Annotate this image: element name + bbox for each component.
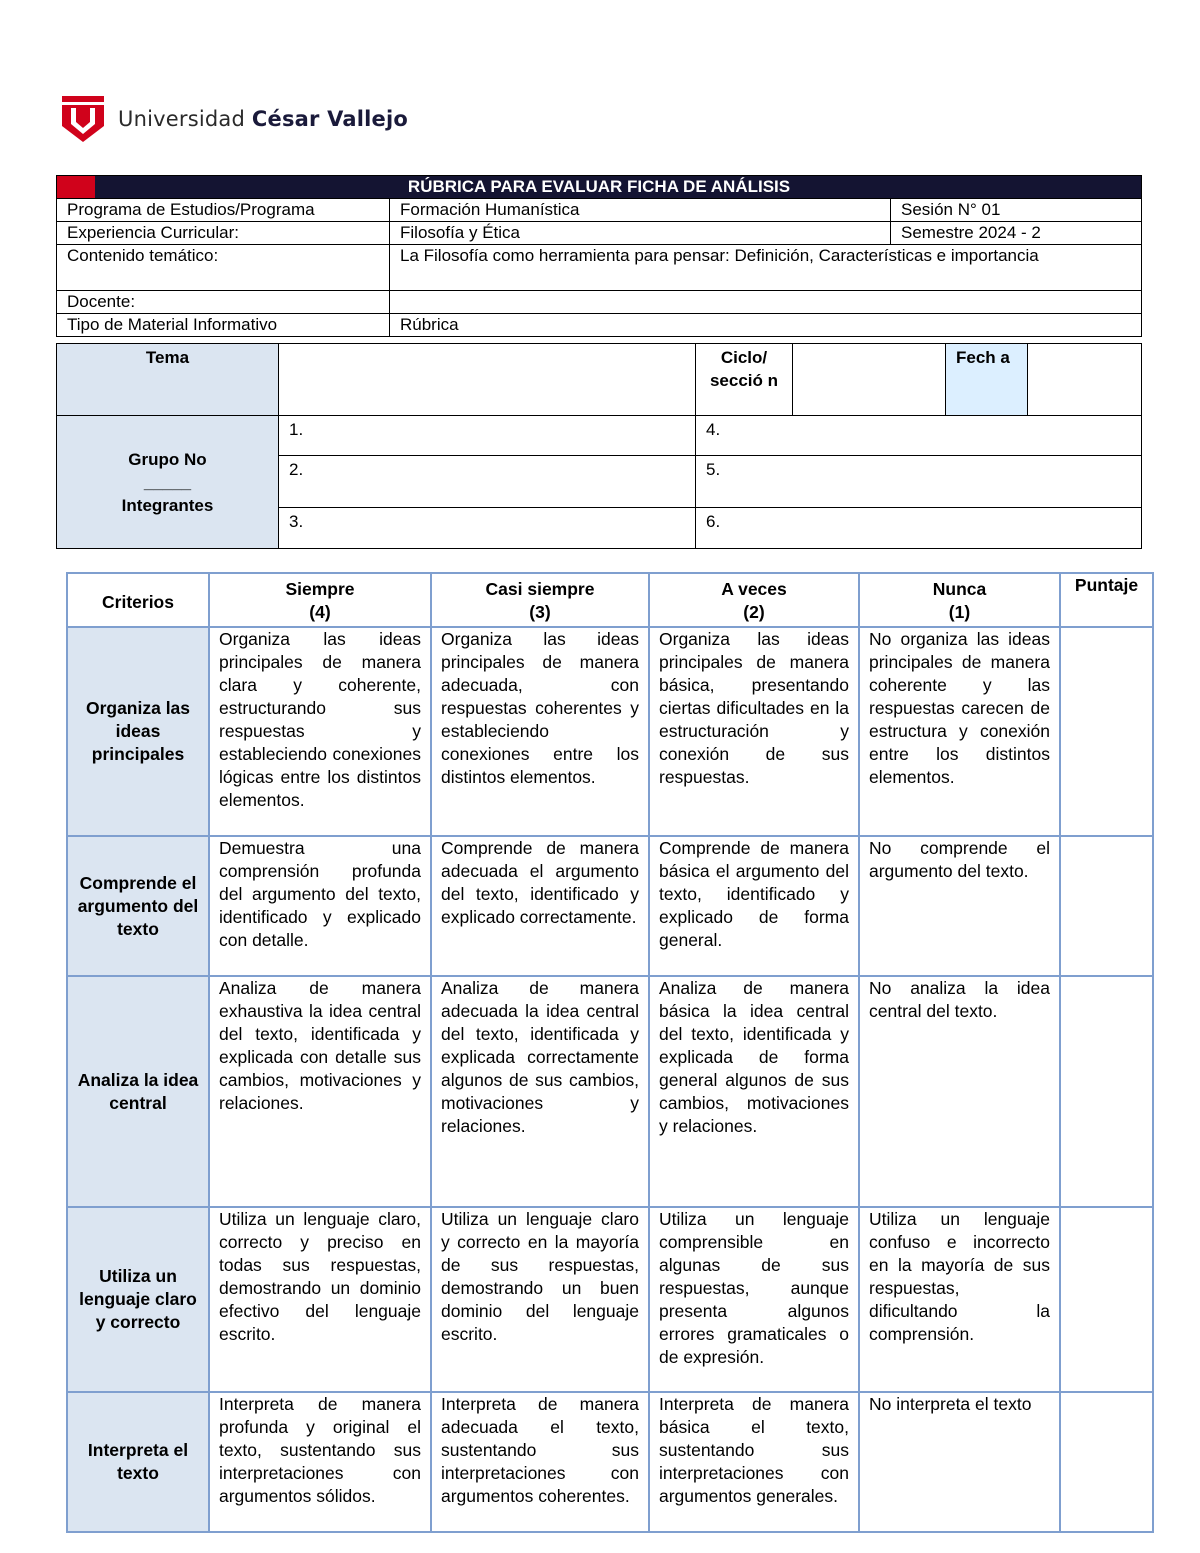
- rubric-row: [67, 1207, 1153, 1392]
- nunca-cell: No interpreta el texto: [859, 1392, 1060, 1532]
- member-1[interactable]: 1.: [279, 416, 696, 456]
- nunca-cell: No comprende el argumento del texto.: [859, 836, 1060, 976]
- contenido-label: Contenido temático:: [57, 245, 390, 291]
- programa-value: Formación Humanística: [390, 199, 891, 222]
- rubric-title: RÚBRICA PARA EVALUAR FICHA DE ANÁLISIS: [407, 177, 791, 196]
- puntaje-cell[interactable]: [1060, 976, 1153, 1207]
- rubric-row: [67, 627, 1153, 836]
- siempre-cell: Interpreta de manera profunda y original el texto, sustentando sus interpretaciones con argumentos sólidos.: [209, 1392, 431, 1532]
- nunca-cell: No organiza las ideas principales de manera coherente y las respuestas carecen de estructura y conexión entre los distintos elementos.: [859, 627, 1060, 836]
- title-red-mark: [57, 176, 95, 198]
- rubric-title-cell: [57, 176, 1142, 199]
- siempre-cell: Analiza de manera exhaustiva la idea central del texto, identificada y explicada con detalle sus cambios, motivaciones y relaciones.: [209, 976, 431, 1207]
- ciclo-label: Ciclo/ secció n: [696, 344, 793, 416]
- ciclo-field[interactable]: [793, 344, 946, 416]
- criterion-cell: Organiza las ideas principales: [67, 627, 209, 836]
- a-veces-cell: Interpreta de manera básica el texto, sustentando sus interpretaciones con argumentos generales.: [649, 1392, 859, 1532]
- puntaje-cell[interactable]: [1060, 627, 1153, 836]
- university-name: Universidad César Vallejo: [118, 107, 409, 131]
- member-3[interactable]: 3.: [279, 508, 696, 549]
- criterion-cell: Interpreta el texto: [67, 1392, 209, 1532]
- grupo-label: Grupo No: [128, 449, 207, 469]
- experiencia-label: Experiencia Curricular:: [57, 222, 390, 245]
- nunca-cell: Utiliza un lenguaje confuso e incorrecto en la mayoría de sus respuestas, dificultando la comprensión.: [859, 1207, 1060, 1392]
- puntaje-cell[interactable]: [1060, 1207, 1153, 1392]
- header-siempre: Siempre (4): [209, 573, 431, 627]
- semestre-value: Semestre 2024 - 2: [891, 222, 1142, 245]
- rubric-row: [67, 836, 1153, 976]
- rubric-row: [67, 1392, 1153, 1532]
- casi-siempre-cell: Analiza de manera adecuada la idea central del texto, identificada y explicada correctamente algunos de sus cambios, motivaciones y relaciones.: [431, 976, 649, 1207]
- integrantes-label: Integrantes: [121, 495, 214, 515]
- member-6[interactable]: 6.: [696, 508, 1142, 549]
- a-veces-cell: Analiza de manera básica la idea central del texto, identificada y explicada de forma general algunos de sus cambios, motivaciones y relaciones.: [649, 976, 859, 1207]
- grupo-integrantes-label: [57, 416, 279, 549]
- a-veces-cell: Utiliza un lenguaje comprensible en algunas de sus respuestas, aunque presenta algunos errores gramaticales o de expresión.: [649, 1207, 859, 1392]
- puntaje-cell[interactable]: [1060, 836, 1153, 976]
- casi-siempre-cell: Comprende de manera adecuada el argumento del texto, identificado y explicado correctamente.: [431, 836, 649, 976]
- nunca-cell: No analiza la idea central del texto.: [859, 976, 1060, 1207]
- rubric-table: [66, 572, 1154, 1533]
- header-nunca: Nunca (1): [859, 573, 1060, 627]
- siempre-cell: Organiza las ideas principales de manera clara y coherente, estructurando sus respuestas y estableciendo conexiones lógicas entre los distintos elementos.: [209, 627, 431, 836]
- grupo-line: _____: [143, 472, 192, 492]
- material-label: Tipo de Material Informativo: [57, 314, 390, 337]
- contenido-value: La Filosofía como herramienta para pensar: Definición, Características e importancia: [390, 245, 1142, 291]
- criterion-cell: Utiliza un lenguaje claro y correcto: [67, 1207, 209, 1392]
- docente-label: Docente:: [57, 291, 390, 314]
- header-criterios: Criterios: [67, 573, 209, 627]
- siempre-cell: Utiliza un lenguaje claro, correcto y preciso en todas sus respuestas, demostrando un dominio efectivo del lenguaje escrito.: [209, 1207, 431, 1392]
- group-table: [56, 343, 1142, 549]
- material-value: Rúbrica: [390, 314, 1142, 337]
- fecha-label: Fech a: [946, 344, 1028, 416]
- casi-siempre-cell: Utiliza un lenguaje claro y correcto en la mayoría de sus respuestas, demostrando un buen dominio del lenguaje escrito.: [431, 1207, 649, 1392]
- a-veces-cell: Comprende de manera básica el argumento del texto, identificado y explicado de forma general.: [649, 836, 859, 976]
- header-a-veces: A veces (2): [649, 573, 859, 627]
- criterion-cell: Analiza la idea central: [67, 976, 209, 1207]
- siempre-cell: Demuestra una comprensión profunda del argumento del texto, identificado y explicado con detalle.: [209, 836, 431, 976]
- casi-siempre-cell: Interpreta de manera adecuada el texto, sustentando sus interpretaciones con argumentos coherentes.: [431, 1392, 649, 1532]
- member-5[interactable]: 5.: [696, 456, 1142, 508]
- sesion-value: Sesión N° 01: [891, 199, 1142, 222]
- docente-value[interactable]: [390, 291, 1142, 314]
- programa-label: Programa de Estudios/Programa: [57, 199, 390, 222]
- casi-siempre-cell: Organiza las ideas principales de manera adecuada, con respuestas coherentes y estableciendo conexiones entre los distintos elementos.: [431, 627, 649, 836]
- criterion-cell: Comprende el argumento del texto: [67, 836, 209, 976]
- fecha-field[interactable]: [1028, 344, 1142, 416]
- a-veces-cell: Organiza las ideas principales de manera básica, presentando ciertas dificultades en la estructuración y conexión de sus respuestas.: [649, 627, 859, 836]
- info-table: [56, 175, 1142, 337]
- header-casi-siempre: Casi siempre (3): [431, 573, 649, 627]
- member-2[interactable]: 2.: [279, 456, 696, 508]
- header-puntaje: Puntaje: [1060, 573, 1153, 627]
- tema-field[interactable]: [279, 344, 696, 416]
- member-4[interactable]: 4.: [696, 416, 1142, 456]
- tema-label: Tema: [57, 344, 279, 416]
- puntaje-cell[interactable]: [1060, 1392, 1153, 1532]
- university-shield-icon: [62, 96, 104, 142]
- experiencia-value: Filosofía y Ética: [390, 222, 891, 245]
- university-logo: [62, 96, 408, 142]
- rubric-row: [67, 976, 1153, 1207]
